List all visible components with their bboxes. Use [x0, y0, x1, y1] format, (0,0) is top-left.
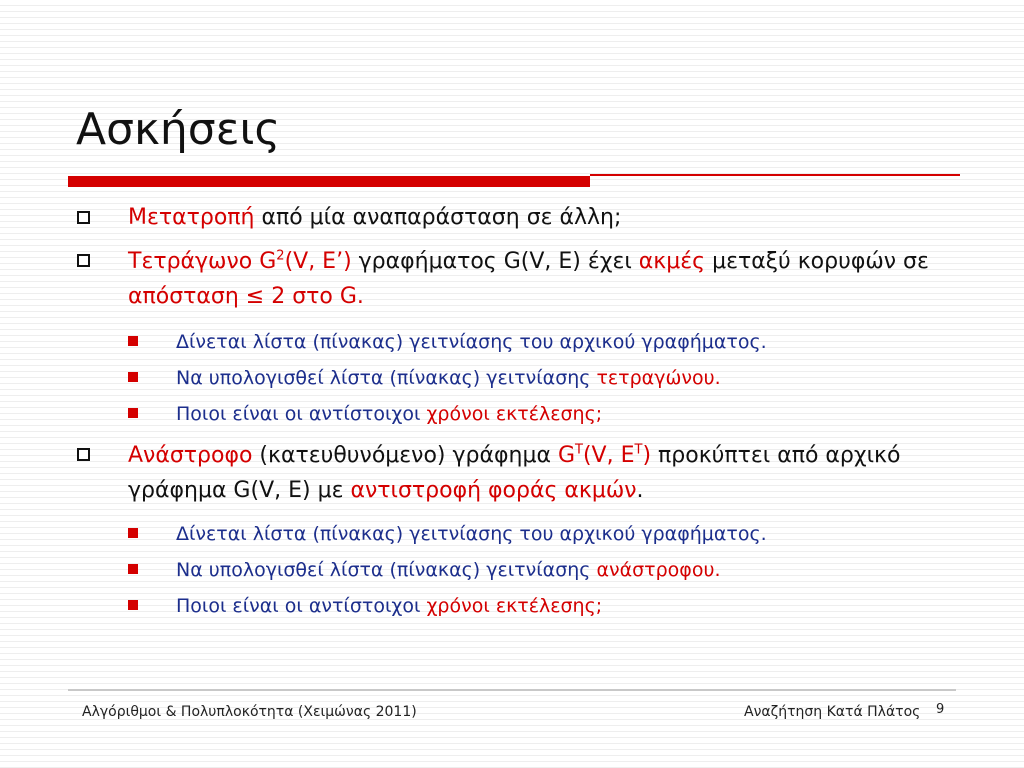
slide-title: Ασκήσεις — [76, 104, 281, 155]
bullet-text: από μία αναπαράσταση σε άλλη; — [254, 205, 622, 230]
filled-square-bullet-icon — [128, 372, 138, 382]
bullet-text: γραφήματος G(V, E) έχει — [351, 249, 639, 274]
hollow-square-bullet-icon — [77, 448, 90, 461]
hollow-square-bullet-icon — [77, 211, 90, 224]
superscript: T — [575, 442, 583, 458]
sub-bullet-text: Ποιοι είναι οι αντίστοιχοι — [176, 403, 427, 425]
filled-square-bullet-icon — [128, 408, 138, 418]
footer-divider — [68, 689, 956, 691]
sub-bullet-highlight: ανάστροφου. — [596, 559, 721, 581]
bullet-text: . — [636, 478, 644, 503]
page-number: 9 — [936, 702, 945, 717]
term-vertex-edge-set: (V, E’) — [284, 249, 352, 274]
bullet-conversion — [128, 200, 978, 235]
sub-bullet-highlight: χρόνοι εκτέλεσης; — [426, 595, 603, 617]
sub-bullet — [176, 328, 976, 356]
bullet-transpose-graph — [128, 438, 978, 508]
sub-bullet-text: Να υπολογισθεί λίστα (πίνακας) γειτνίασης — [176, 367, 597, 389]
bullet-text: (κατευθυνόμενο) γράφημα — [252, 443, 558, 468]
sub-bullet — [176, 556, 976, 584]
bullet-text: μεταξύ κορυφών σε — [705, 249, 929, 274]
bullet-square-graph — [128, 244, 978, 314]
sub-bullet-text: Να υπολογισθεί λίστα (πίνακας) γειτνίασης — [176, 559, 597, 581]
sub-bullet-highlight: τετραγώνου. — [596, 367, 721, 389]
footer-course-title: Αλγόριθμοι & Πολυπλοκότητα (Χειμώνας 2011) — [82, 704, 417, 720]
term-edge-reversal: αντιστροφή φοράς ακμών — [350, 478, 637, 503]
filled-square-bullet-icon — [128, 564, 138, 574]
filled-square-bullet-icon — [128, 336, 138, 346]
term-graph-symbol: G — [557, 443, 575, 468]
filled-square-bullet-icon — [128, 600, 138, 610]
sub-bullet-highlight: χρόνοι εκτέλεσης; — [426, 403, 603, 425]
term-closing-paren: ) — [642, 443, 652, 468]
term-conversion: Μετατροπή — [128, 205, 255, 230]
term-edges: ακμές — [638, 249, 706, 274]
sub-bullet — [176, 364, 976, 392]
term-vertex-edge-set: (V, E — [582, 443, 635, 468]
footer-lecture-title: Αναζήτηση Κατά Πλάτος — [744, 704, 921, 720]
sub-bullet — [176, 400, 976, 428]
filled-square-bullet-icon — [128, 528, 138, 538]
term-transpose: Ανάστροφο — [128, 443, 253, 468]
hollow-square-bullet-icon — [77, 254, 90, 267]
bullet-text: προκύπτει από αρχικό γράφημα G(V, E) με — [128, 443, 901, 503]
superscript: 2 — [276, 248, 285, 264]
sub-bullet-text: Δίνεται λίστα (πίνακας) γειτνίασης του αρχικού γραφήματος. — [176, 331, 767, 353]
superscript: T — [634, 442, 643, 458]
term-distance: απόσταση ≤ 2 στο G. — [128, 284, 364, 309]
sub-bullet-text: Δίνεται λίστα (πίνακας) γειτνίασης του αρχικού γραφήματος. — [176, 523, 767, 545]
sub-bullet — [176, 520, 976, 548]
term-square-graph: Τετράγωνο G — [128, 249, 277, 274]
sub-bullet-text: Ποιοι είναι οι αντίστοιχοι — [176, 595, 427, 617]
sub-bullet — [176, 592, 976, 620]
